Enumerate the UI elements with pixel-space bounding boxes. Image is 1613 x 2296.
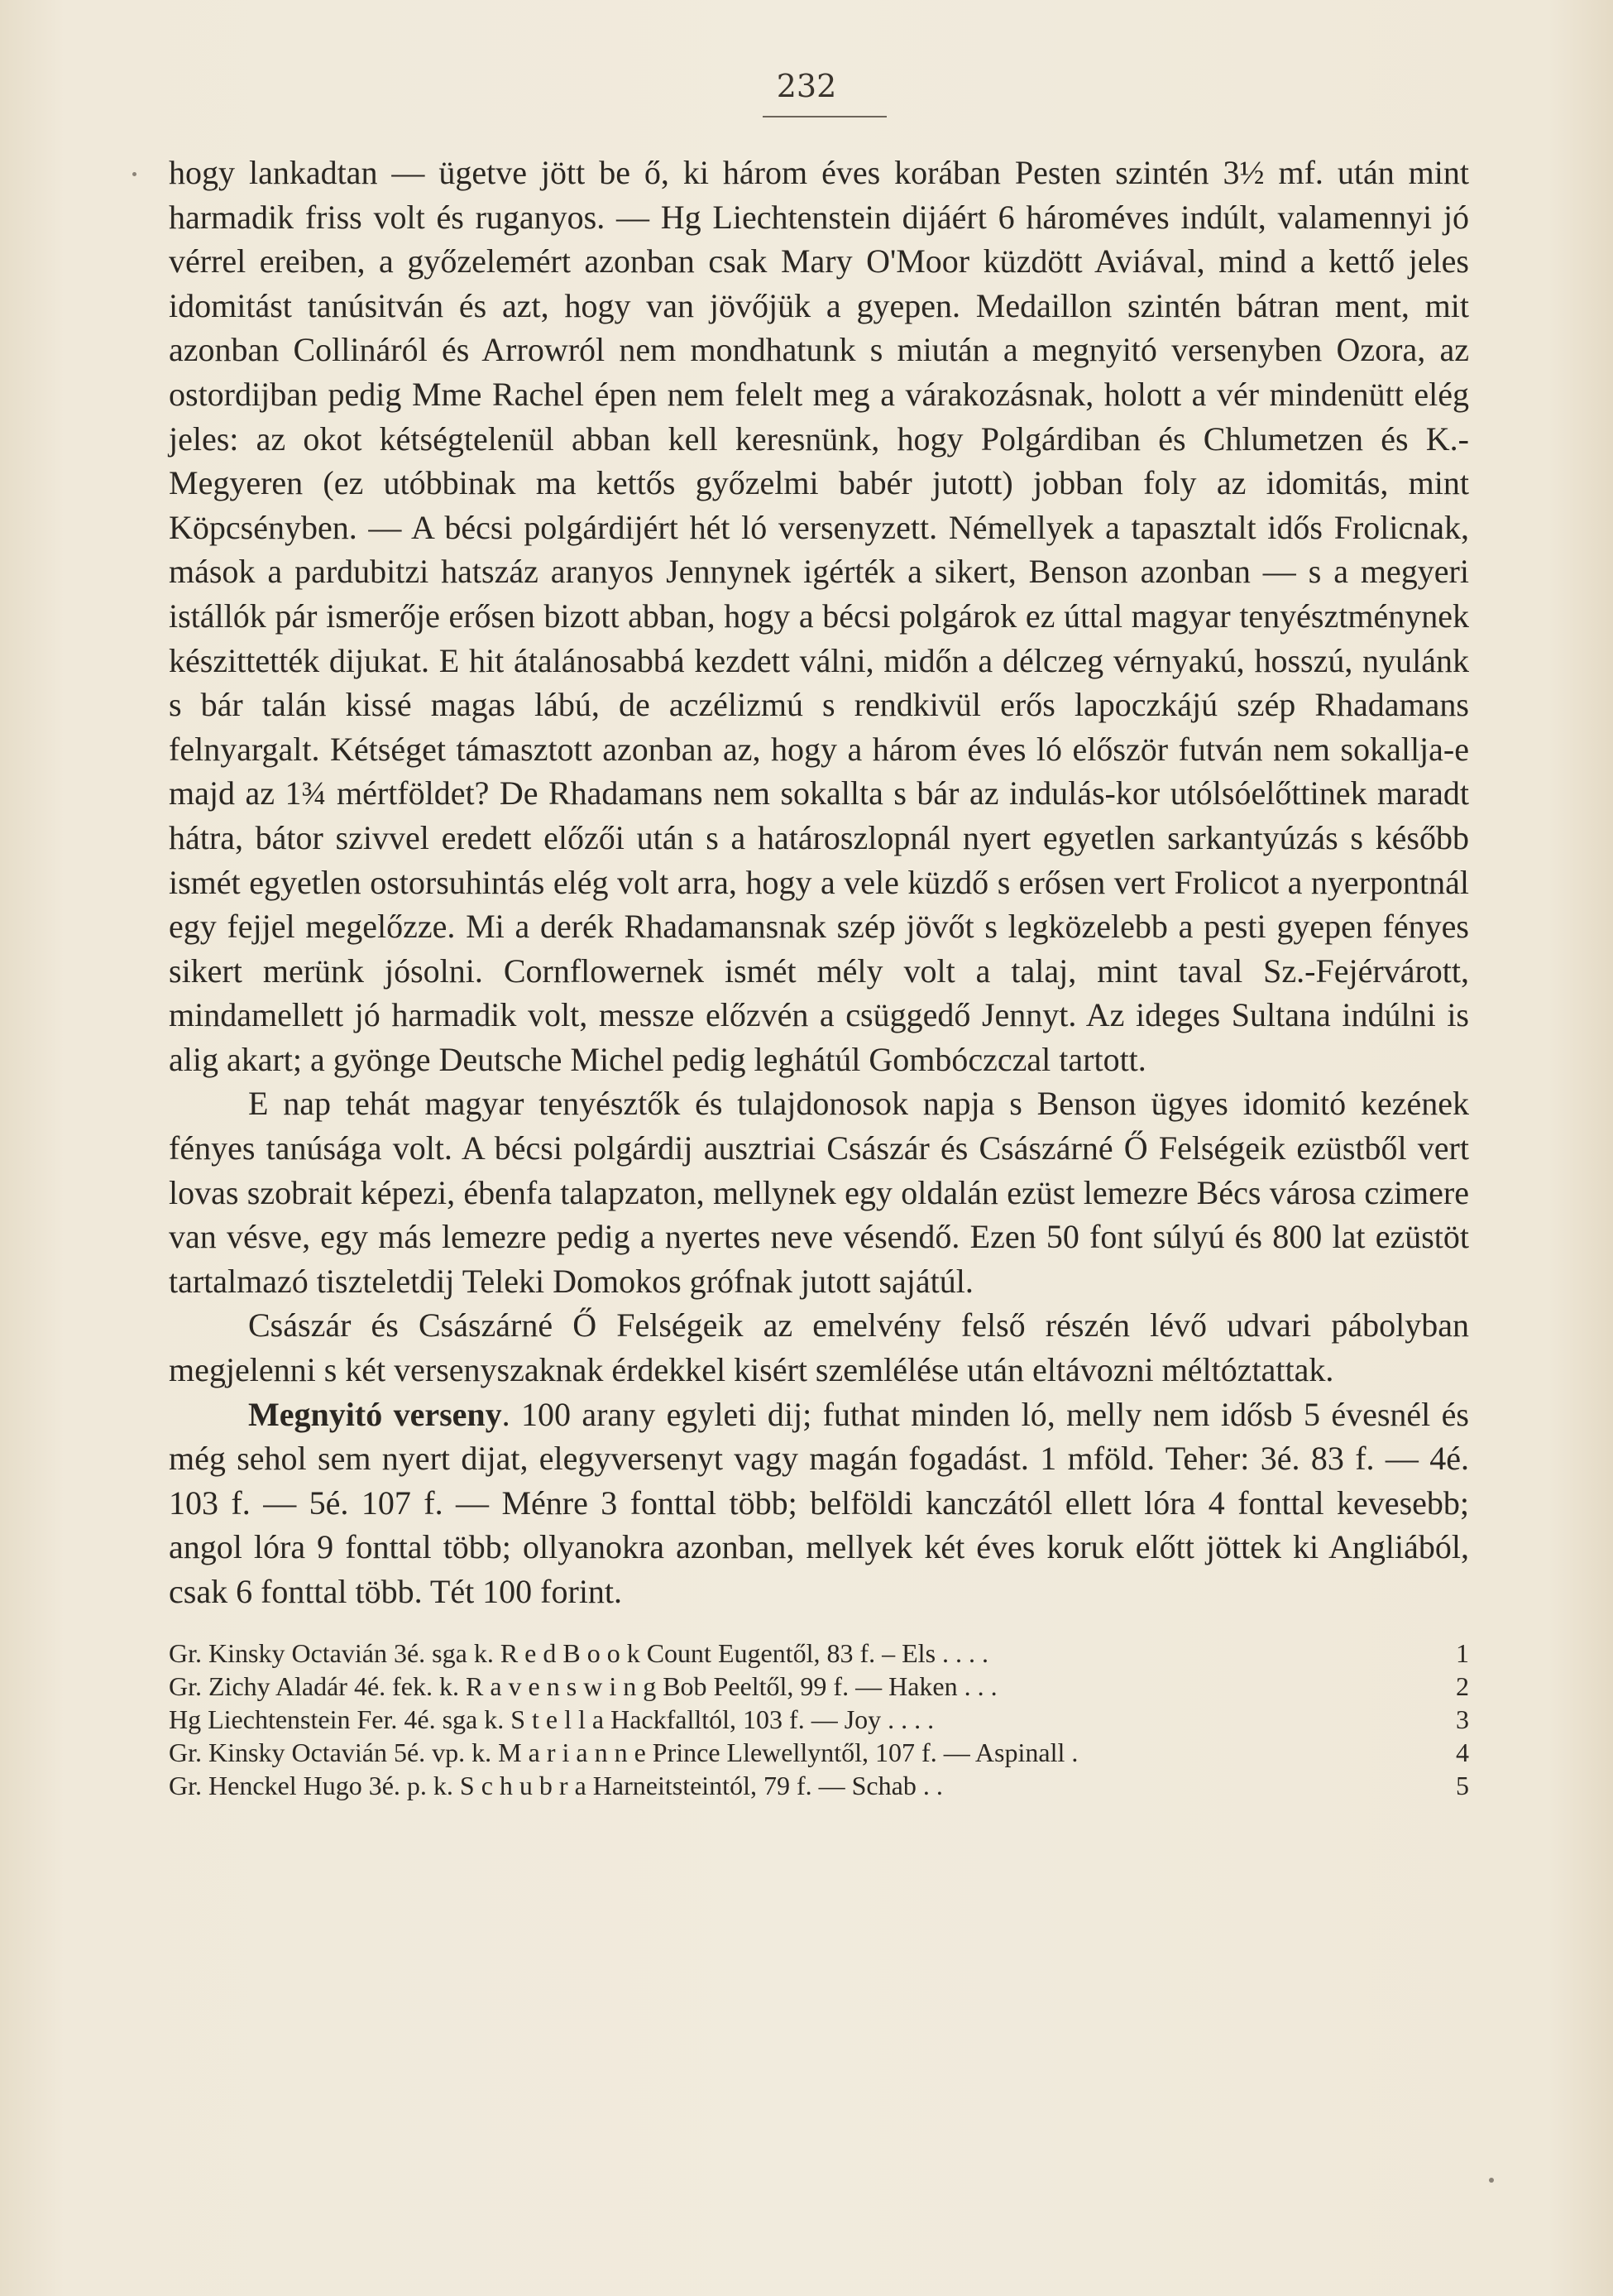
result-place: 1 [1456,1638,1469,1668]
section-text: . 100 arany egyleti dij; futhat minden ló, melly nem idősb 5 évesnél és még sehol sem nyert dijat, elegyversenyt vagy magán fogadást. 1 mföld. Teher: 3é. 83 f. — 4é. 103 f. — 5é. 107 f. — Ménre 3 fonttal több; belföldi kanczától ellett lóra 4 fonttal kevesebb; angol lóra 9 fonttal több; ollyanokra azonban, mellyek két éves koruk előtt jöttek ki Angliából, csak 6 fonttal több. Tét 100 forint. [169,1395,1470,1610]
results-list [169,1637,1469,1802]
section-opening-race [169,1392,1469,1614]
paragraph-breeders-day: E nap tehát magyar tenyésztők és tulajdonosok napja s Benson ügyes idomitó kezének fényes tanúsága volt. A bécsi polgárdij ausztriai Császár és Császárné Ő Felségeik ezüstből vert lovas szobrait képezi, ébenfa talapzaton, mellynek egy oldalán ezüst lemezre Bécs városa czimere van vésve, egy más lemezre pedig a nyertes neve vésendő. Ezen 50 font súlyú és 800 lat ezüstöt tartalmazó tiszteletdij Teleki Domokos grófnak jutott sajátúl. [169,1085,1469,1300]
paragraph-race-report: hogy lankadtan — ügetve jött be ő, ki három éves korában Pesten szintén 3½ mf. után mint harmadik friss volt és ruganyos. — Hg Liechtenstein dijáért 6 hároméves indúlt, valamennyi jó vérrel ereiben, a győzelemért azonban csak Mary O'Moor küzdött Aviával, mind a kettő jeles idomitást tanúsitván és azt, hogy van jövőjük a gyepen. Medaillon szintén bátran ment, mit azonban Collináról és Arrowról nem mondhatunk s miután a megnyitó versenyben Ozora, az ostordijban pedig Mme Rachel épen nem felelt meg a várakozásnak, holott a vér mindenütt elég jeles: az okot kétségtelenül abban kell keresnünk, hogy Polgárdiban és Chlumetzen és K.-Megyeren (ez utóbbinak ma kettős győzelmi babér jutott) jobban foly az idomitás, mint Köpcsényben. — A bécsi polgárdijért hét ló versenyzett. Némellyek a tapasztalt idős Frolicnak, mások a pardubitzi hatszáz aranyos Jennynek igérték a sikert, Benson azonban — s a megyeri istállók pár ismerője erősen bizott abban, hogy a bécsi polgárok ez úttal magyar tenyésztménynek készittették dijukat. E hit átalánosabbá kezdett válni, midőn a délczeg vérnyakú, hosszú, nyulánk s bár talán kissé magas lábú, de aczélizmú s rendkivül erős lapoczkájú szép Rhadamans felnyargalt. Kétséget támasztott azonban az, hogy a három éves ló először futván nem sokallja-e majd az 1¾ mértföldet? De Rhadamans nem sokallta s bár az indulás-kor utólsóelőttinek maradt hátra, bátor szivvel eredett előzői után s a határoszlopnál nyert egyetlen sarkantyúzás s később ismét egyetlen ostorsuhintás elég volt arra, hogy a vele küzdő s erősen vert Frolicot a nyerpontnál egy fejjel megelőzze. Mi a derék Rhadamansnak szép jövőt s legközelebb a pesti gyepen fényes sikert merünk jósolni. Cornflowernek ismét mély volt a talaj, mint taval Sz.-Fejérvárott, mindamellett jó harmadik volt, messze előzvén a csüggedő Jennyt. Az ideges Sultana indúlni is alig akart; a gyönge Deutsche Michel pedig leghátúl Gombóczczal tartott. [169,154,1469,1078]
result-place: 3 [1456,1704,1469,1734]
body-text [169,151,1469,1614]
page-number-rule [763,116,887,117]
result-place: 5 [1456,1771,1469,1800]
result-row [169,1736,1469,1769]
result-row [169,1637,1469,1670]
result-entry: Hg Liechtenstein Fer. 4é. sga k. S t e l l a Hackfalltól, 103 f. — Joy . . . . [169,1704,935,1734]
paragraph-majesties: Császár és Császárné Ő Felségeik az emelvény felső részén lévő udvari pábolyban megjelenni s két versenyszaknak érdekkel kisért szemlélése után eltávozni méltóztattak. [169,1306,1469,1389]
result-row [169,1670,1469,1703]
result-row [169,1703,1469,1736]
result-entry: Gr. Zichy Aladár 4é. fek. k. R a v e n s w i n g Bob Peeltől, 99 f. — Haken . . . [169,1671,998,1701]
result-entry: Gr. Kinsky Octavián 5é. vp. k. M a r i a n n e Prince Llewellyntől, 107 f. — Aspinall . [169,1738,1079,1767]
result-entry: Gr. Kinsky Octavián 3é. sga k. R e d B o o k Count Eugentől, 83 f. – Els . . . . [169,1638,989,1668]
margin-speck [1489,2178,1494,2183]
result-row [169,1769,1469,1802]
result-entry: Gr. Henckel Hugo 3é. p. k. S c h u b r a Harneitsteintól, 79 f. — Schab . . [169,1771,943,1800]
section-heading: Megnyitó verseny [248,1395,502,1433]
result-place: 2 [1456,1671,1469,1701]
result-place: 4 [1456,1738,1469,1767]
page-number: 232 [776,68,837,104]
margin-speck [132,172,136,176]
